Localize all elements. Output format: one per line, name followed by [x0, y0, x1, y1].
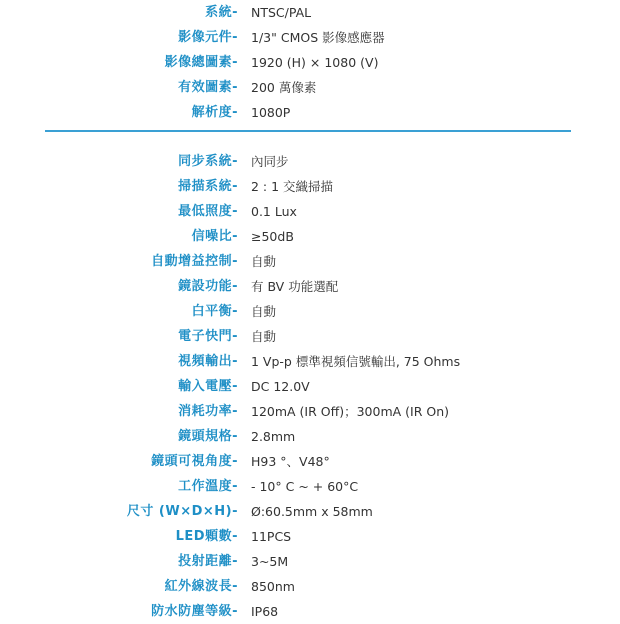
spec-label: 自動增益控制-	[151, 254, 238, 269]
spec-value: 1 Vp-p 標準視頻信號輸出, 75 Ohms	[251, 354, 461, 369]
spec-label: 最低照度-	[178, 204, 238, 219]
spec-row-white-balance	[0, 299, 620, 324]
spec-row-ip-rating	[0, 599, 620, 624]
spec-label: 信噪比-	[191, 229, 238, 244]
spec-label: 解析度-	[191, 105, 238, 120]
spec-value: 11PCS	[251, 529, 292, 544]
spec-value: 1080P	[251, 105, 291, 120]
spec-row-electronic-shutter	[0, 324, 620, 349]
spec-label: 尺寸 (W×D×H)-	[126, 504, 238, 519]
spec-value: IP68	[251, 604, 279, 619]
spec-row-system	[0, 0, 620, 25]
spec-label: LED顆數-	[175, 529, 238, 544]
spec-row-lens-spec	[0, 424, 620, 449]
spec-row-agc	[0, 249, 620, 274]
spec-label: 鏡頭規格-	[178, 429, 238, 444]
spec-value: 有 BV 功能選配	[251, 279, 339, 294]
spec-row-sync-system	[0, 149, 620, 174]
spec-row-image-sensor	[0, 25, 620, 50]
spec-label: 投射距離-	[178, 554, 238, 569]
spec-label: 影像元件-	[178, 30, 238, 45]
spec-label: 系統-	[205, 5, 238, 20]
spec-value: 2 : 1 交織掃描	[251, 179, 334, 194]
spec-label: 防水防塵等級-	[151, 604, 238, 619]
spec-row-effective-pixels	[0, 75, 620, 100]
spec-row-ir-wavelength	[0, 574, 620, 599]
spec-row-total-pixels	[0, 50, 620, 75]
spec-value: 自動	[251, 329, 277, 344]
spec-value: 1/3" CMOS 影像感應器	[251, 30, 385, 45]
spec-row-led-count	[0, 524, 620, 549]
spec-label: 視頻輸出-	[178, 354, 238, 369]
spec-value: 3~5M	[251, 554, 289, 569]
spec-row-ir-distance	[0, 549, 620, 574]
spec-label: 有效圖素-	[178, 80, 238, 95]
spec-value: 內同步	[251, 154, 289, 169]
spec-value: ≥50dB	[251, 229, 294, 244]
spec-label: 鏡頭可視角度-	[151, 454, 238, 469]
spec-value: 自動	[251, 304, 277, 319]
spec-value: 1920 (H) × 1080 (V)	[251, 55, 379, 70]
spec-label: 影像總圖素-	[164, 55, 238, 70]
spec-label: 掃描系統-	[178, 179, 238, 194]
spec-value: NTSC/PAL	[251, 5, 312, 20]
spec-label: 白平衡-	[191, 304, 238, 319]
spec-group-image	[0, 0, 620, 125]
spec-row-input-voltage	[0, 374, 620, 399]
spec-label: 電子快門-	[178, 329, 238, 344]
spec-label: 鏡設功能-	[178, 279, 238, 294]
spec-row-operating-temp	[0, 474, 620, 499]
spec-value: 200 萬像素	[251, 80, 317, 95]
spec-row-resolution	[0, 100, 620, 125]
spec-value: 自動	[251, 254, 277, 269]
spec-group-performance	[0, 149, 620, 624]
spec-row-lens-function	[0, 274, 620, 299]
spec-row-power-consumption	[0, 399, 620, 424]
spec-value: Ø:60.5mm x 58mm	[251, 504, 373, 519]
spec-row-min-illumination	[0, 199, 620, 224]
spec-value: 2.8mm	[251, 429, 296, 444]
spec-row-snr	[0, 224, 620, 249]
spec-row-dimensions	[0, 499, 620, 524]
spec-label: 消耗功率-	[178, 404, 238, 419]
section-divider	[45, 130, 571, 132]
spec-label: 紅外線波長-	[164, 579, 238, 594]
spec-row-view-angle	[0, 449, 620, 474]
spec-label: 同步系統-	[178, 154, 238, 169]
spec-value: 120mA (IR Off)；300mA (IR On)	[251, 404, 450, 419]
spec-label: 工作溫度-	[178, 479, 238, 494]
spec-value: 850nm	[251, 579, 295, 594]
spec-value: 0.1 Lux	[251, 204, 297, 219]
spec-value: - 10° C ~ + 60°C	[251, 479, 359, 494]
spec-value: DC 12.0V	[251, 379, 310, 394]
spec-row-video-output	[0, 349, 620, 374]
spec-label: 輸入電壓-	[178, 379, 238, 394]
spec-row-scan-system	[0, 174, 620, 199]
spec-value: H93 °、V48°	[251, 454, 330, 469]
